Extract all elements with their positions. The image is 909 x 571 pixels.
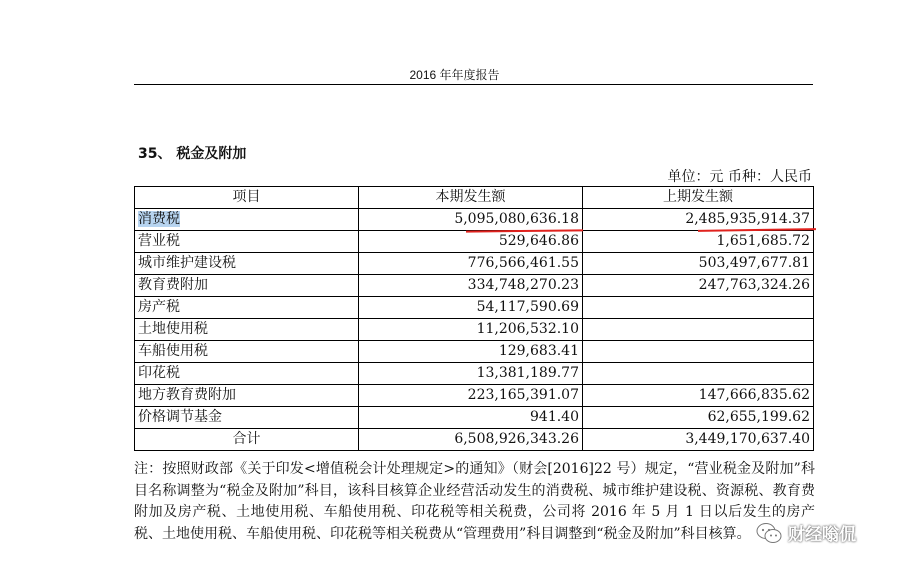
row-label: 车船使用税 [135,341,359,363]
row-label-highlighted: 消费税 [138,211,180,227]
cell-previous [583,319,814,341]
wechat-icon [756,522,782,544]
header-rule [134,84,813,85]
row-label: 地方教育费附加 [135,385,359,407]
tax-table [134,186,814,451]
cell-current: 223,165,391.07 [359,385,583,407]
row-label: 印花税 [135,363,359,385]
total-label: 合计 [135,429,359,451]
cell-current: 129,683.41 [359,341,583,363]
column-header-previous: 上期发生额 [583,187,814,209]
row-label: 房产税 [135,297,359,319]
cell-current: 11,206,532.10 [359,319,583,341]
column-header-item: 项目 [135,187,359,209]
cell-current: 529,646.86 [359,231,583,253]
row-label: 城市维护建设税 [135,253,359,275]
row-label: 土地使用税 [135,319,359,341]
watermark-text: 财经嗡侃 [788,525,856,545]
table-header-row [135,187,814,209]
section-title: 35、 税金及附加 [138,146,247,162]
row-label: 营业税 [135,231,359,253]
cell-previous: 62,655,199.62 [583,407,814,429]
cell-previous: 247,763,324.26 [583,275,814,297]
table-row [135,341,814,363]
cell-previous: 503,497,677.81 [583,253,814,275]
table-row [135,363,814,385]
table-footnote: 注：按照财政部《关于印发<增值税会计处理规定>的通知》（财会[2016]22 号）规定，“营业税金及附加”科目名称调整为“税金及附加”科目，该科目核算企业经营活动发生的消费税、城市维护建设税、资源税、教育费附加及房产税、土地使用税、车船使用税、印花税等相关税费，公司将 2016 年 5 月 1 日以后发生的房产税、土地使用税、车船使用税、印花税等相关税费从“管理费用”科目调整到“税金及附加”科目核算。 [134,461,815,542]
table-row [135,275,814,297]
table-total-row [135,429,814,451]
cell-current: 941.40 [359,407,583,429]
total-previous: 3,449,170,637.40 [583,429,814,451]
row-label: 价格调节基金 [135,407,359,429]
cell-previous: 147,666,835.62 [583,385,814,407]
cell-previous: 1,651,685.72 [583,231,814,253]
cell-current: 5,095,080,636.18 [359,209,583,231]
column-header-current: 本期发生额 [359,187,583,209]
table-row [135,319,814,341]
cell-current: 334,748,270.23 [359,275,583,297]
watermark [756,520,856,545]
table-row [135,231,814,253]
cell-previous [583,297,814,319]
table-row [135,297,814,319]
cell-current: 13,381,189.77 [359,363,583,385]
report-header-title: 2016 年年度报告 [409,68,500,82]
cell-current: 54,117,590.69 [359,297,583,319]
total-current: 6,508,926,343.26 [359,429,583,451]
table-row [135,253,814,275]
cell-previous: 2,485,935,914.37 [583,209,814,231]
table-row [135,407,814,429]
unit-currency-line: 单位：元 币种：人民币 [667,169,812,185]
cell-previous [583,341,814,363]
table-row [135,209,814,231]
cell-current: 776,566,461.55 [359,253,583,275]
row-label: 教育费附加 [135,275,359,297]
table-row [135,385,814,407]
cell-previous [583,363,814,385]
